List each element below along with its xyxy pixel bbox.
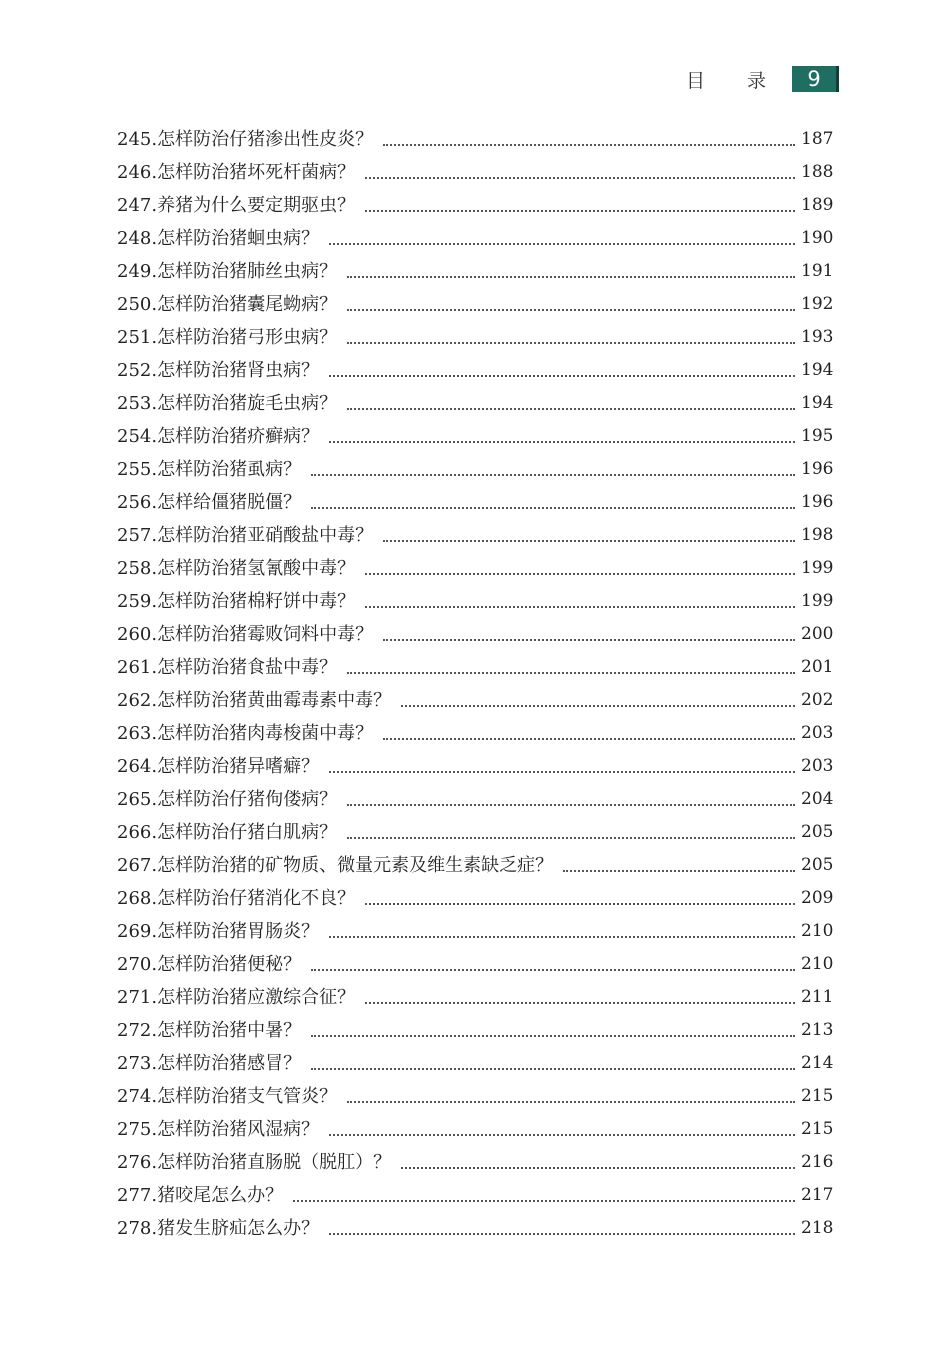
toc-entry[interactable] [117,288,833,321]
toc-entry-number: 272. [117,1020,158,1041]
toc-entry[interactable] [117,1113,833,1146]
toc-entry[interactable] [117,486,833,519]
toc-entry[interactable] [117,1146,833,1179]
toc-entry-number: 268. [117,888,158,909]
toc-entry[interactable] [117,585,833,618]
toc-entry-title: 怎样防治猪肺丝虫病？ [157,261,338,282]
toc-entry-title: 怎样防治仔猪消化不良？ [157,888,356,909]
dot-leader [311,474,795,476]
toc-entry-page: 191 [801,261,834,281]
dot-leader [311,1068,795,1070]
toc-entry-title: 怎样防治猪支气管炎？ [157,1086,338,1107]
toc-entry-page: 192 [801,294,834,314]
toc-entry-number: 278. [117,1218,158,1239]
toc-entry-number: 274. [117,1086,158,1107]
toc-entry-title: 怎样防治猪黄曲霉毒素中毒？ [157,690,392,711]
toc-entry[interactable] [117,1047,833,1080]
dot-leader [329,936,795,938]
dot-leader [347,804,795,806]
toc-entry[interactable] [117,222,833,255]
page-header [686,64,836,94]
toc-entry-page: 195 [801,426,834,446]
toc-entry[interactable] [117,453,833,486]
toc-entry-title: 怎样防治猪风湿病？ [157,1119,320,1140]
toc-entry-number: 276. [117,1152,158,1173]
dot-leader [365,1002,795,1004]
toc-entry-number: 245. [117,129,158,150]
toc-entry[interactable] [117,882,833,915]
dot-leader [365,210,795,212]
toc-entry-page: 204 [801,789,834,809]
table-of-contents [117,123,833,1245]
toc-entry-page: 199 [801,558,834,578]
toc-entry-title: 怎样防治猪疥癣病？ [157,426,320,447]
toc-entry-number: 251. [117,327,158,348]
toc-entry-title: 怎样防治猪亚硝酸盐中毒？ [157,525,374,546]
header-title: 目 录 [685,69,784,92]
toc-entry-title: 怎样防治猪食盐中毒？ [157,657,338,678]
dot-leader [329,1134,795,1136]
toc-entry-page: 200 [801,624,834,644]
toc-entry-title: 猪咬尾怎么办？ [157,1185,284,1206]
toc-entry-title: 怎样防治仔猪渗出性皮炎？ [157,129,374,150]
toc-entry-page: 214 [801,1053,834,1073]
dot-leader [347,1101,795,1103]
toc-entry-page: 203 [801,756,834,776]
toc-entry-number: 248. [117,228,158,249]
toc-entry-title: 怎样防治仔猪白肌病？ [157,822,338,843]
toc-entry-page: 187 [801,129,834,149]
toc-entry-title: 怎样防治猪异嗜癖？ [157,756,320,777]
toc-entry-title: 猪发生脐疝怎么办？ [157,1218,320,1239]
dot-leader [311,507,795,509]
dot-leader [383,738,795,740]
toc-entry[interactable] [117,618,833,651]
toc-entry-number: 275. [117,1119,158,1140]
toc-entry-page: 209 [801,888,834,908]
toc-entry[interactable] [117,1179,833,1212]
toc-entry[interactable] [117,651,833,684]
toc-entry-page: 198 [801,525,834,545]
toc-entry[interactable] [117,948,833,981]
dot-leader [347,408,795,410]
toc-entry-page: 196 [801,492,834,512]
dot-leader [347,309,795,311]
toc-entry-number: 273. [117,1053,158,1074]
dot-leader [329,441,795,443]
dot-leader [365,606,795,608]
toc-entry[interactable] [117,915,833,948]
toc-entry-number: 267. [117,855,158,876]
toc-entry[interactable] [117,552,833,585]
toc-entry[interactable] [117,783,833,816]
toc-entry-number: 259. [117,591,158,612]
toc-entry[interactable] [117,717,833,750]
toc-entry-number: 261. [117,657,158,678]
toc-entry-title: 怎样防治仔猪佝偻病？ [157,789,338,810]
toc-entry-page: 189 [801,195,834,215]
dot-leader [383,144,795,146]
toc-entry-number: 250. [117,294,158,315]
toc-entry[interactable] [117,189,833,222]
toc-entry-number: 266. [117,822,158,843]
dot-leader [383,639,795,641]
toc-entry-number: 269. [117,921,158,942]
toc-entry[interactable] [117,255,833,288]
toc-entry-title: 怎样防治猪便秘？ [157,954,302,975]
toc-entry[interactable] [117,123,833,156]
toc-entry[interactable] [117,354,833,387]
toc-entry-title: 养猪为什么要定期驱虫？ [157,195,356,216]
dot-leader [365,573,795,575]
toc-entry-page: 210 [801,921,834,941]
toc-entry[interactable] [117,981,833,1014]
toc-entry[interactable] [117,750,833,783]
toc-entry[interactable] [117,1080,833,1113]
dot-leader [329,243,795,245]
dot-leader [311,969,795,971]
toc-entry-page: 194 [801,393,834,413]
toc-entry-page: 188 [801,162,834,182]
page-number-badge: 9 [792,66,836,92]
toc-entry-number: 277. [117,1185,158,1206]
toc-entry[interactable] [117,321,833,354]
toc-entry-page: 201 [801,657,834,677]
toc-entry-page: 205 [801,855,834,875]
dot-leader [347,837,795,839]
toc-entry-page: 199 [801,591,834,611]
toc-entry-title: 怎样给僵猪脱僵？ [157,492,302,513]
toc-entry[interactable] [117,519,833,552]
toc-entry-number: 253. [117,393,158,414]
dot-leader [401,705,795,707]
toc-entry[interactable] [117,1014,833,1047]
toc-entry-title: 怎样防治猪感冒？ [157,1053,302,1074]
toc-entry[interactable] [117,849,833,882]
toc-entry-title: 怎样防治猪坏死杆菌病？ [157,162,356,183]
toc-entry-page: 196 [801,459,834,479]
toc-entry-title: 怎样防治猪弓形虫病？ [157,327,338,348]
dot-leader [365,177,795,179]
toc-entry[interactable] [117,420,833,453]
dot-leader [563,870,795,872]
toc-entry-page: 210 [801,954,834,974]
dot-leader [329,1233,795,1235]
dot-leader [365,903,795,905]
toc-entry[interactable] [117,684,833,717]
toc-entry-number: 246. [117,162,158,183]
toc-entry[interactable] [117,387,833,420]
dot-leader [329,375,795,377]
toc-entry-title: 怎样防治猪的矿物质、微量元素及维生素缺乏症？ [157,855,554,876]
toc-entry-page: 203 [801,723,834,743]
toc-entry-number: 270. [117,954,158,975]
toc-entry-title: 怎样防治猪氢氰酸中毒？ [157,558,356,579]
dot-leader [401,1167,795,1169]
toc-entry-page: 215 [801,1086,834,1106]
toc-entry-page: 193 [801,327,834,347]
dot-leader [347,276,795,278]
toc-entry-title: 怎样防治猪霉败饲料中毒？ [157,624,374,645]
toc-entry-title: 怎样防治猪虱病？ [157,459,302,480]
toc-entry-page: 216 [801,1152,834,1172]
dot-leader [293,1200,795,1202]
toc-entry-page: 202 [801,690,834,710]
toc-entry-page: 215 [801,1119,834,1139]
toc-entry-number: 260. [117,624,158,645]
toc-entry-title: 怎样防治猪应激综合征？ [157,987,356,1008]
toc-entry-title: 怎样防治猪蛔虫病？ [157,228,320,249]
toc-entry-number: 247. [117,195,158,216]
toc-entry-title: 怎样防治猪旋毛虫病？ [157,393,338,414]
toc-entry-title: 怎样防治猪胃肠炎？ [157,921,320,942]
toc-entry-number: 264. [117,756,158,777]
toc-entry-number: 271. [117,987,158,1008]
toc-entry-number: 262. [117,690,158,711]
dot-leader [311,1035,795,1037]
toc-entry-number: 258. [117,558,158,579]
toc-entry[interactable] [117,1212,833,1245]
toc-entry-page: 205 [801,822,834,842]
toc-entry-title: 怎样防治猪肉毒梭菌中毒？ [157,723,374,744]
toc-entry-number: 263. [117,723,158,744]
toc-entry[interactable] [117,156,833,189]
toc-entry-page: 211 [801,987,834,1007]
toc-entry-number: 254. [117,426,158,447]
toc-entry-title: 怎样防治猪直肠脱（脱肛）？ [157,1152,392,1173]
toc-entry-number: 257. [117,525,158,546]
toc-entry-page: 194 [801,360,834,380]
toc-entry-page: 217 [801,1185,834,1205]
toc-entry-number: 256. [117,492,158,513]
toc-entry-number: 265. [117,789,158,810]
dot-leader [347,672,795,674]
toc-entry-title: 怎样防治猪中暑？ [157,1020,302,1041]
toc-entry-page: 218 [801,1218,834,1238]
toc-entry-title: 怎样防治猪棉籽饼中毒？ [157,591,356,612]
toc-entry[interactable] [117,816,833,849]
toc-entry-title: 怎样防治猪囊尾蚴病？ [157,294,338,315]
toc-entry-page: 190 [801,228,834,248]
toc-entry-page: 213 [801,1020,834,1040]
toc-entry-number: 252. [117,360,158,381]
dot-leader [329,771,795,773]
toc-entry-number: 255. [117,459,158,480]
toc-entry-number: 249. [117,261,158,282]
dot-leader [347,342,795,344]
toc-entry-title: 怎样防治猪肾虫病？ [157,360,320,381]
dot-leader [383,540,795,542]
